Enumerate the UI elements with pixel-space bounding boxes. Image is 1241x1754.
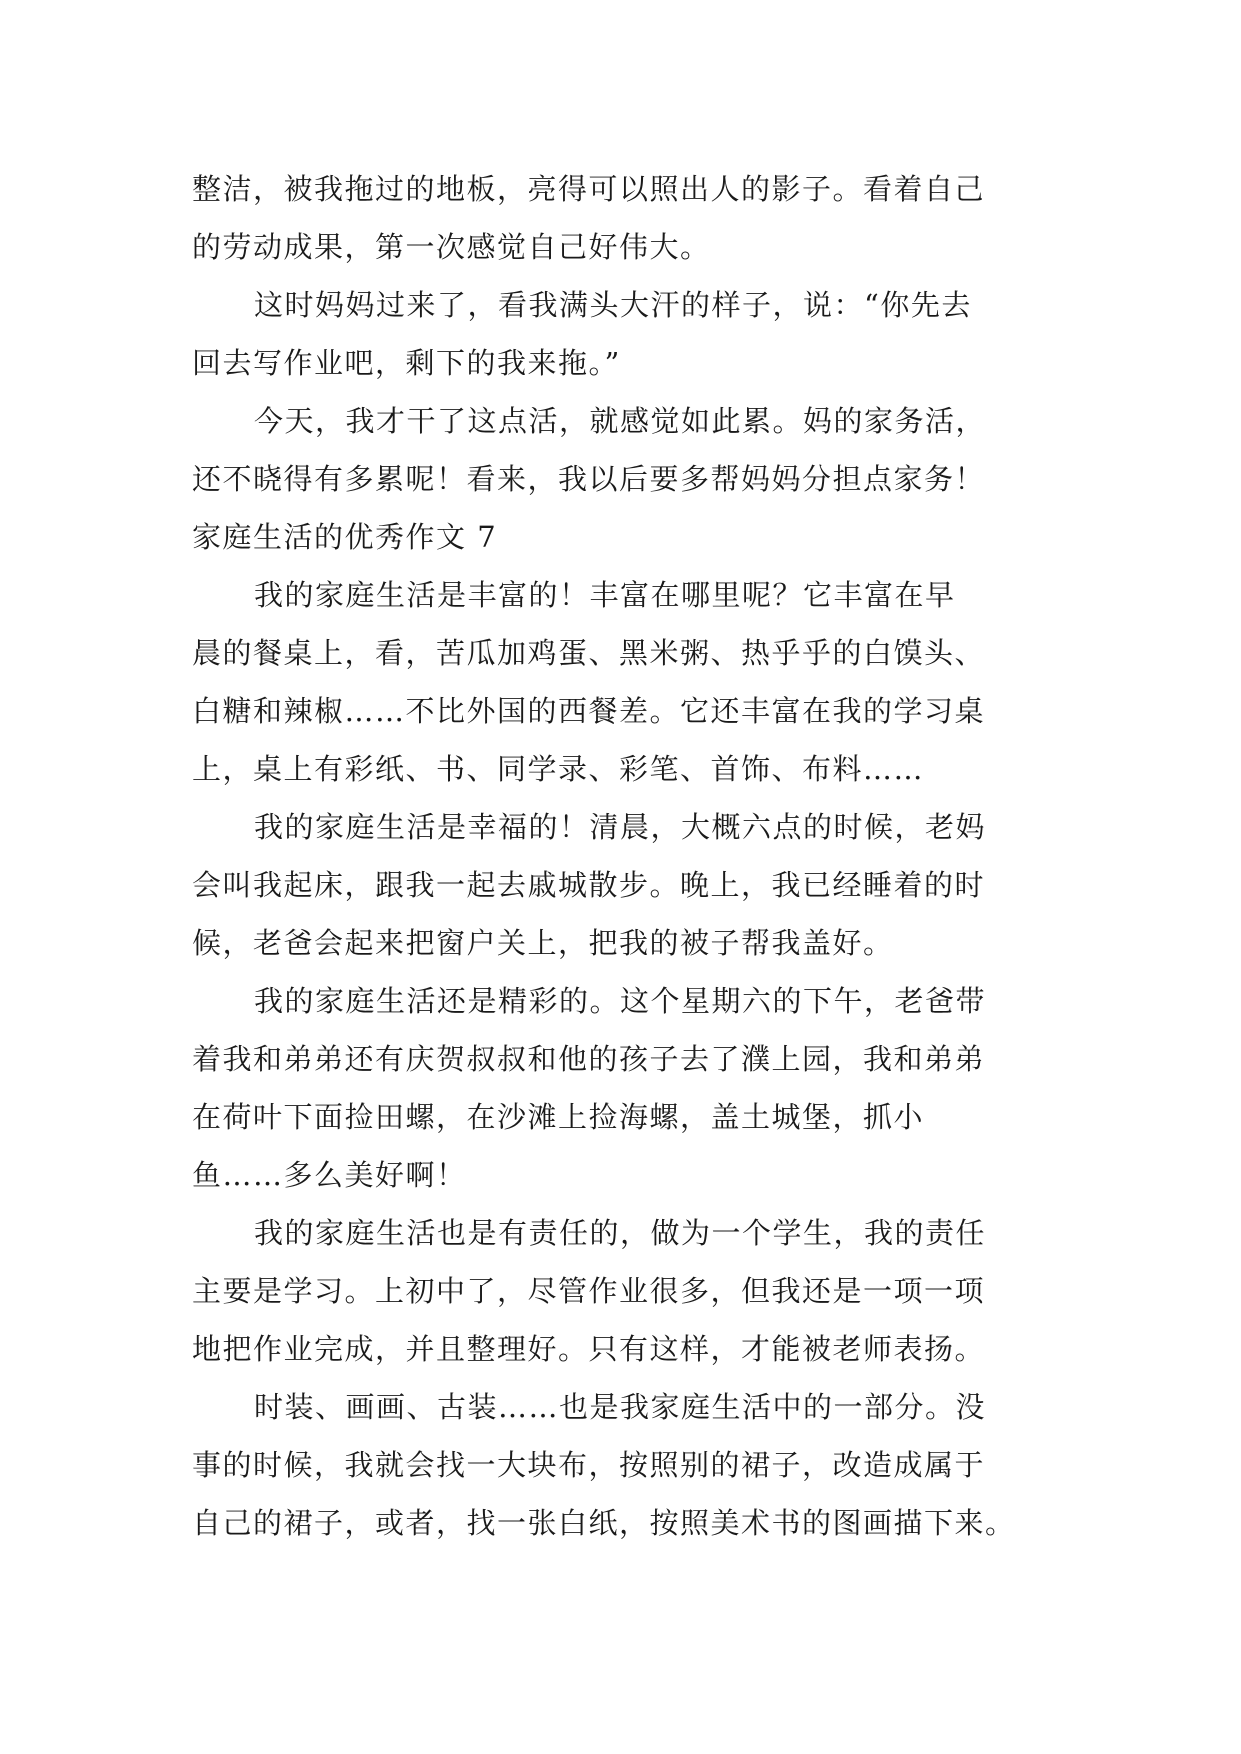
paragraph-start-line: 我的家庭生活也是有责任的，做为一个学生，我的责任: [254, 1216, 987, 1250]
text-line: 着我和弟弟还有庆贺叔叔和他的孩子去了濮上园，我和弟弟: [192, 1042, 986, 1076]
section-heading: 家庭生活的优秀作文 7: [192, 520, 498, 554]
paragraph-start-line: 时装、画画、古装……也是我家庭生活中的一部分。没: [254, 1390, 987, 1424]
text-line: 还不晓得有多累呢！看来，我以后要多帮妈妈分担点家务！: [192, 462, 986, 496]
paragraph-start-line: 我的家庭生活是幸福的！清晨，大概六点的时候，老妈: [254, 810, 987, 844]
text-line: 回去写作业吧，剩下的我来拖。”: [192, 346, 621, 380]
text-line: 候，老爸会起来把窗户关上，把我的被子帮我盖好。: [192, 926, 894, 960]
text-line: 白糖和辣椒……不比外国的西餐差。它还丰富在我的学习桌: [192, 694, 986, 728]
text-line: 上，桌上有彩纸、书、同学录、彩笔、首饰、布料……: [192, 752, 925, 786]
paragraph-start-line: 我的家庭生活还是精彩的。这个星期六的下午，老爸带: [254, 984, 987, 1018]
text-line: 整洁，被我拖过的地板，亮得可以照出人的影子。看着自己: [192, 172, 986, 206]
text-line: 事的时候，我就会找一大块布，按照别的裙子，改造成属于: [192, 1448, 986, 1482]
text-line: 鱼……多么美好啊！: [192, 1158, 467, 1192]
text-line: 自己的裙子，或者，找一张白纸，按照美术书的图画描下来。: [192, 1506, 1016, 1540]
text-line: 会叫我起床，跟我一起去戚城散步。晚上，我已经睡着的时: [192, 868, 986, 902]
paragraph-start-line: 这时妈妈过来了，看我满头大汗的样子，说：“你先去: [254, 288, 972, 322]
document-body: [192, 160, 1052, 1552]
paragraph-start-line: 今天，我才干了这点活，就感觉如此累。妈的家务活，: [254, 404, 987, 438]
text-line: 主要是学习。上初中了，尽管作业很多，但我还是一项一项: [192, 1274, 986, 1308]
text-line: 地把作业完成，并且整理好。只有这样，才能被老师表扬。: [192, 1332, 986, 1366]
text-line: 的劳动成果，第一次感觉自己好伟大。: [192, 230, 711, 264]
paragraph-start-line: 我的家庭生活是丰富的！丰富在哪里呢？它丰富在早: [254, 578, 956, 612]
text-line: 在荷叶下面捡田螺，在沙滩上捡海螺，盖土城堡，抓小: [192, 1100, 925, 1134]
text-line: 晨的餐桌上，看，苦瓜加鸡蛋、黑米粥、热乎乎的白馍头、: [192, 636, 986, 670]
